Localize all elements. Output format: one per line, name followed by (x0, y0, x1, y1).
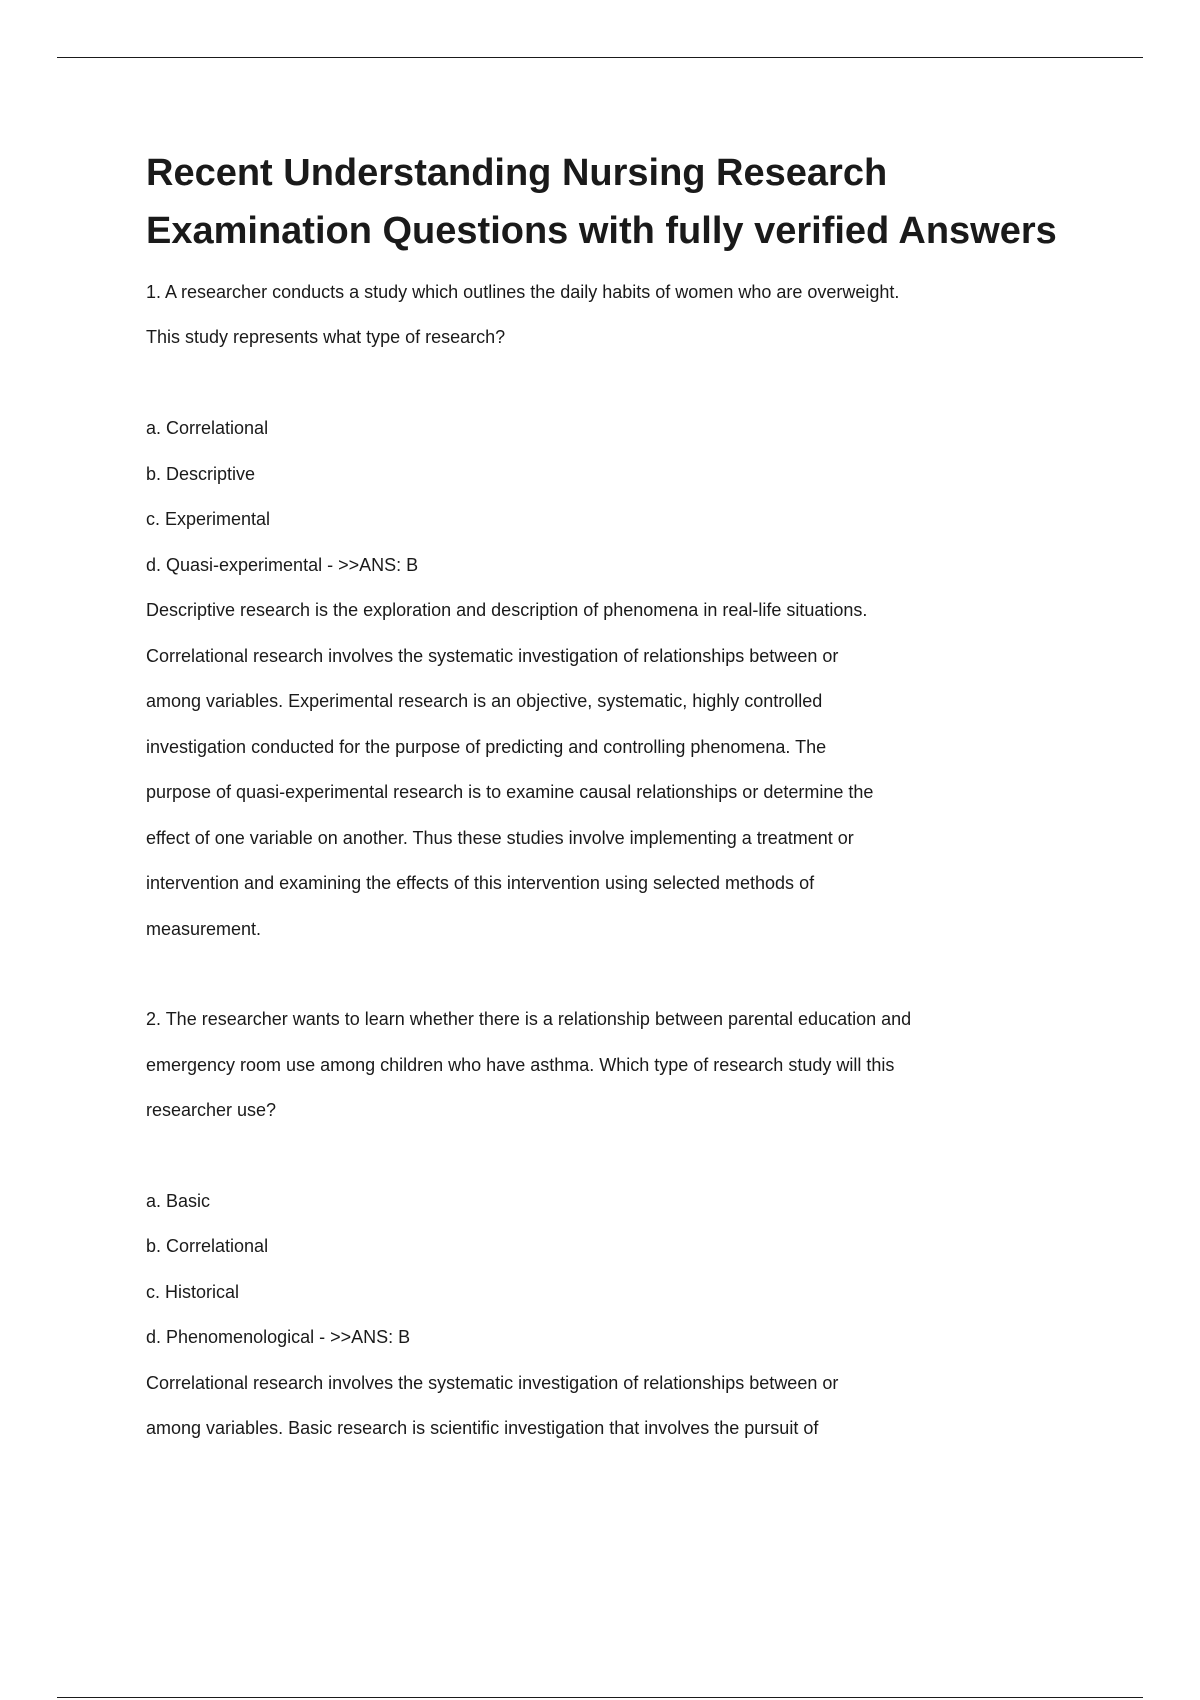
q1-explanation-line: purpose of quasi-experimental research is to examine causal relationships or determine the (146, 782, 874, 802)
q1-option-c: c. Experimental (146, 509, 271, 529)
q1-question-line-1: 1. A researcher conducts a study which outlines the daily habits of women who are overweight. (146, 282, 900, 302)
q1-explanation-line: effect of one variable on another. Thus these studies involve implementing a treatment or (146, 828, 854, 848)
q2-explanation-line: Correlational research involves the systematic investigation of relationships between or (146, 1373, 839, 1393)
q1-option-a: a. Correlational (146, 418, 269, 438)
q1-explanation-line: investigation conducted for the purpose of predicting and controlling phenomena. The (146, 737, 827, 757)
q1-explanation-line: Correlational research involves the systematic investigation of relationships between or (146, 646, 839, 666)
q2-question-line: 2. The researcher wants to learn whether there is a relationship between parental education and (146, 1009, 912, 1029)
document-title (146, 144, 1146, 260)
q1-explanation-line: among variables. Experimental research is an objective, systematic, highly controlled (146, 691, 823, 711)
q2-question-line: researcher use? (146, 1100, 277, 1120)
q2-option-b: b. Correlational (146, 1236, 269, 1256)
q2-option-a: a. Basic (146, 1191, 211, 1211)
q1-explanation-line: intervention and examining the effects of this intervention using selected methods of (146, 873, 815, 893)
q1-option-d-answer: d. Quasi-experimental - >>ANS: B (146, 555, 419, 575)
q1-question-line-2: This study represents what type of research? (146, 327, 506, 347)
q2-explanation-line: among variables. Basic research is scientific investigation that involves the pursuit of (146, 1418, 819, 1438)
q2-question-line: emergency room use among children who have asthma. Which type of research study will this (146, 1055, 895, 1075)
title-line-2: Examination Questions with fully verified Answers (146, 210, 1057, 252)
q1-explanation-line: measurement. (146, 919, 262, 939)
q1-option-b: b. Descriptive (146, 464, 256, 484)
bottom-rule (57, 1697, 1143, 1698)
q2-option-d-answer: d. Phenomenological - >>ANS: B (146, 1327, 411, 1347)
title-line-1: Recent Understanding Nursing Research (146, 152, 888, 194)
q1-explanation-line: Descriptive research is the exploration and description of phenomena in real-life situations. (146, 600, 868, 620)
top-rule (57, 57, 1143, 58)
q2-option-c: c. Historical (146, 1282, 240, 1302)
